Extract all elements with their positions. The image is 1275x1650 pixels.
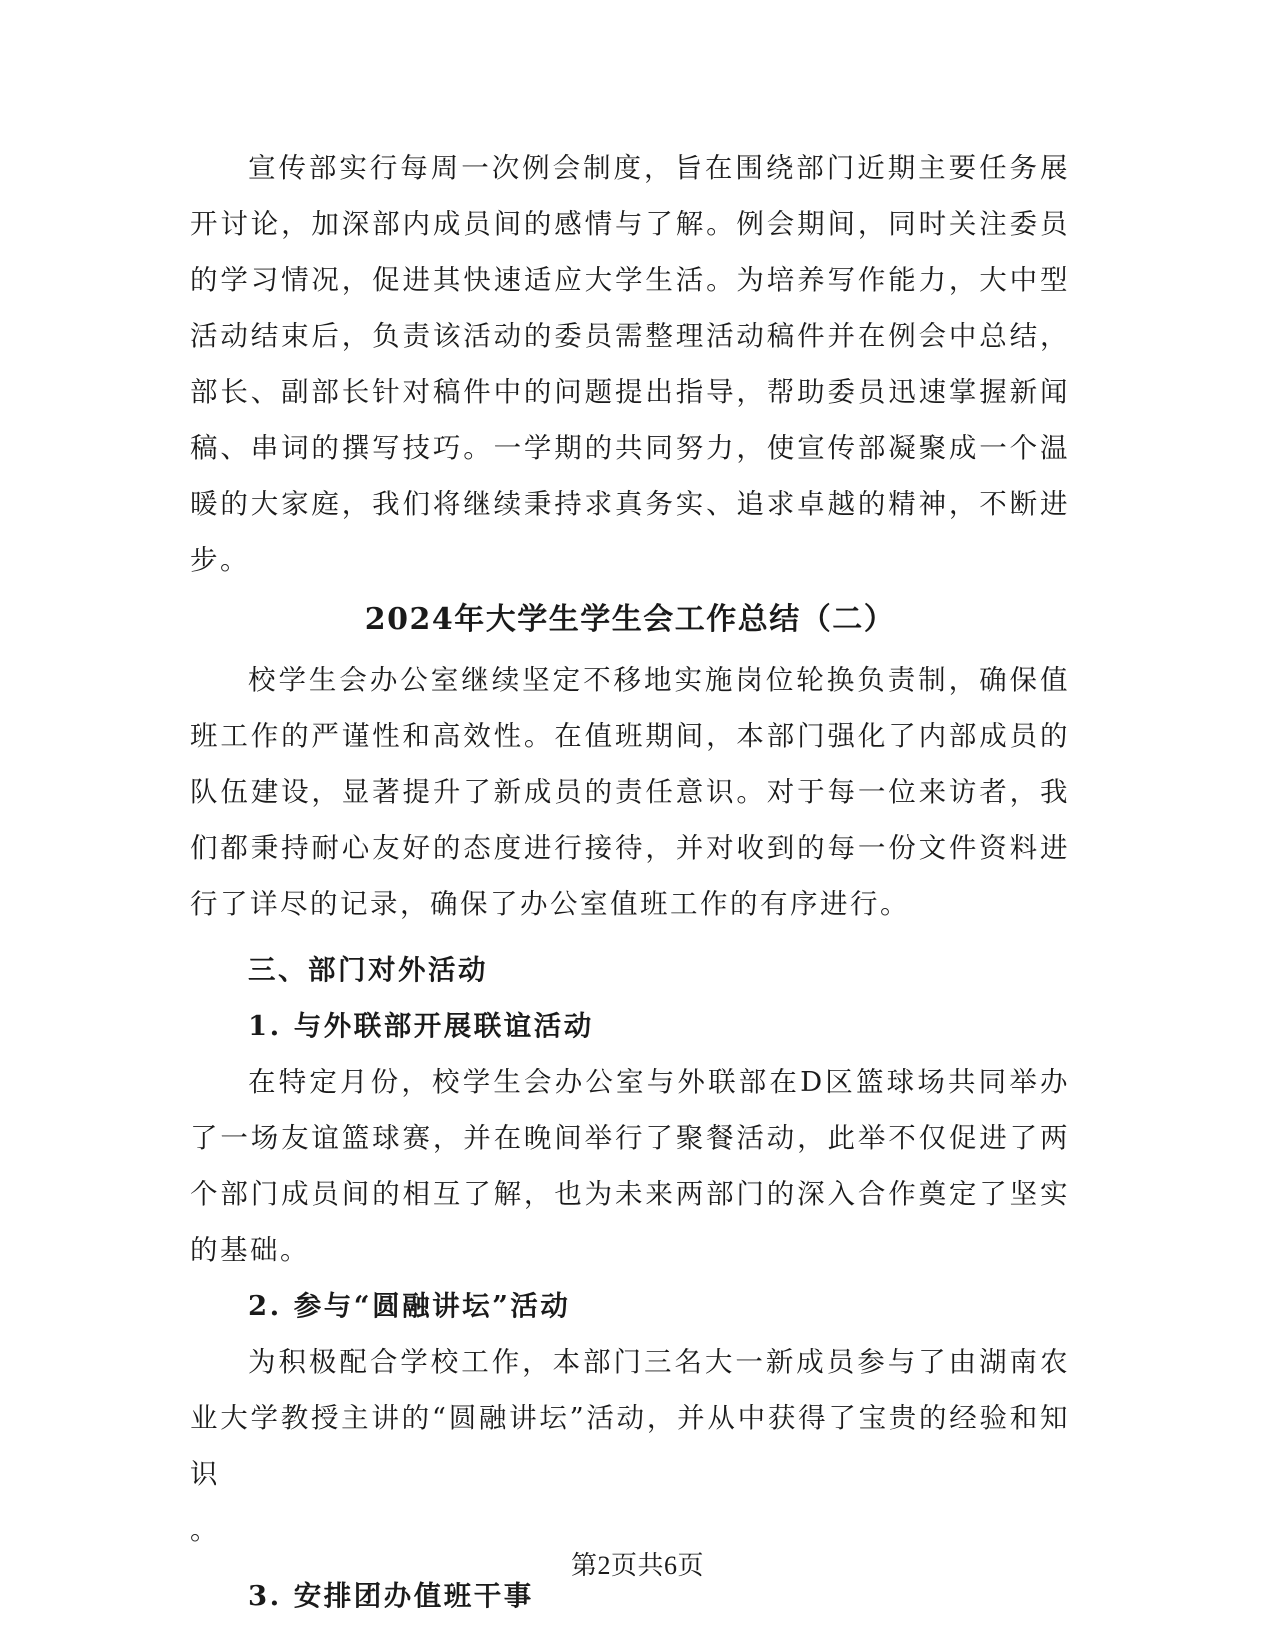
section-title: 2024年大学生学生会工作总结（二）	[364, 602, 896, 637]
document-body	[190, 140, 1070, 1624]
paragraph-friendship-match: 在特定月份，校学生会办公室与外联部在D区篮球场共同举办了一场友谊篮球赛，并在晚间举行了聚餐活动，此举不仅促进了两个部门成员间的相互了解，也为未来两部门的深入合作奠定了坚实的基础。	[190, 1066, 1070, 1266]
spacer	[190, 932, 1070, 942]
paragraph-publicity-meetings: 宣传部实行每周一次例会制度，旨在围绕部门近期主要任务展开讨论，加深部内成员间的感情与了解。例会期间，同时关注委员的学习情况，促进其快速适应大学生活。为培养写作能力，大中型活动结束后，负责该活动的委员需整理活动稿件并在例会中总结，部长、副部长针对稿件中的问题提出指导，帮助委员迅速掌握新闻稿、串词的撰写技巧。一学期的共同努力，使宣传部凝聚成一个温暖的大家庭，我们将继续秉持求真务实、追求卓越的精神，不断进步。	[190, 152, 1070, 576]
subheading-3: 3. 安排团办值班干事	[248, 1580, 534, 1612]
subheading-1: 1. 与外联部开展联谊活动	[248, 1010, 594, 1042]
paragraph-forum-period: 。	[190, 1514, 218, 1546]
paragraph-forum: 为积极配合学校工作，本部门三名大一新成员参与了由湖南农业大学教授主讲的“圆融讲坛”活动，并从中获得了宝贵的经验和知识	[190, 1346, 1070, 1490]
page-number: 第2页共6页	[570, 1551, 704, 1580]
heading-external-activities: 三、部门对外活动	[248, 954, 488, 986]
subheading-2: 2. 参与“圆融讲坛”活动	[248, 1290, 571, 1322]
paragraph-office-duty: 校学生会办公室继续坚定不移地实施岗位轮换负责制，确保值班工作的严谨性和高效性。在值班期间，本部门强化了内部成员的队伍建设，显著提升了新成员的责任意识。对于每一位来访者，我们都秉持耐心友好的态度进行接待，并对收到的每一份文件资料进行了详尽的记录，确保了办公室值班工作的有序进行。	[190, 664, 1070, 920]
